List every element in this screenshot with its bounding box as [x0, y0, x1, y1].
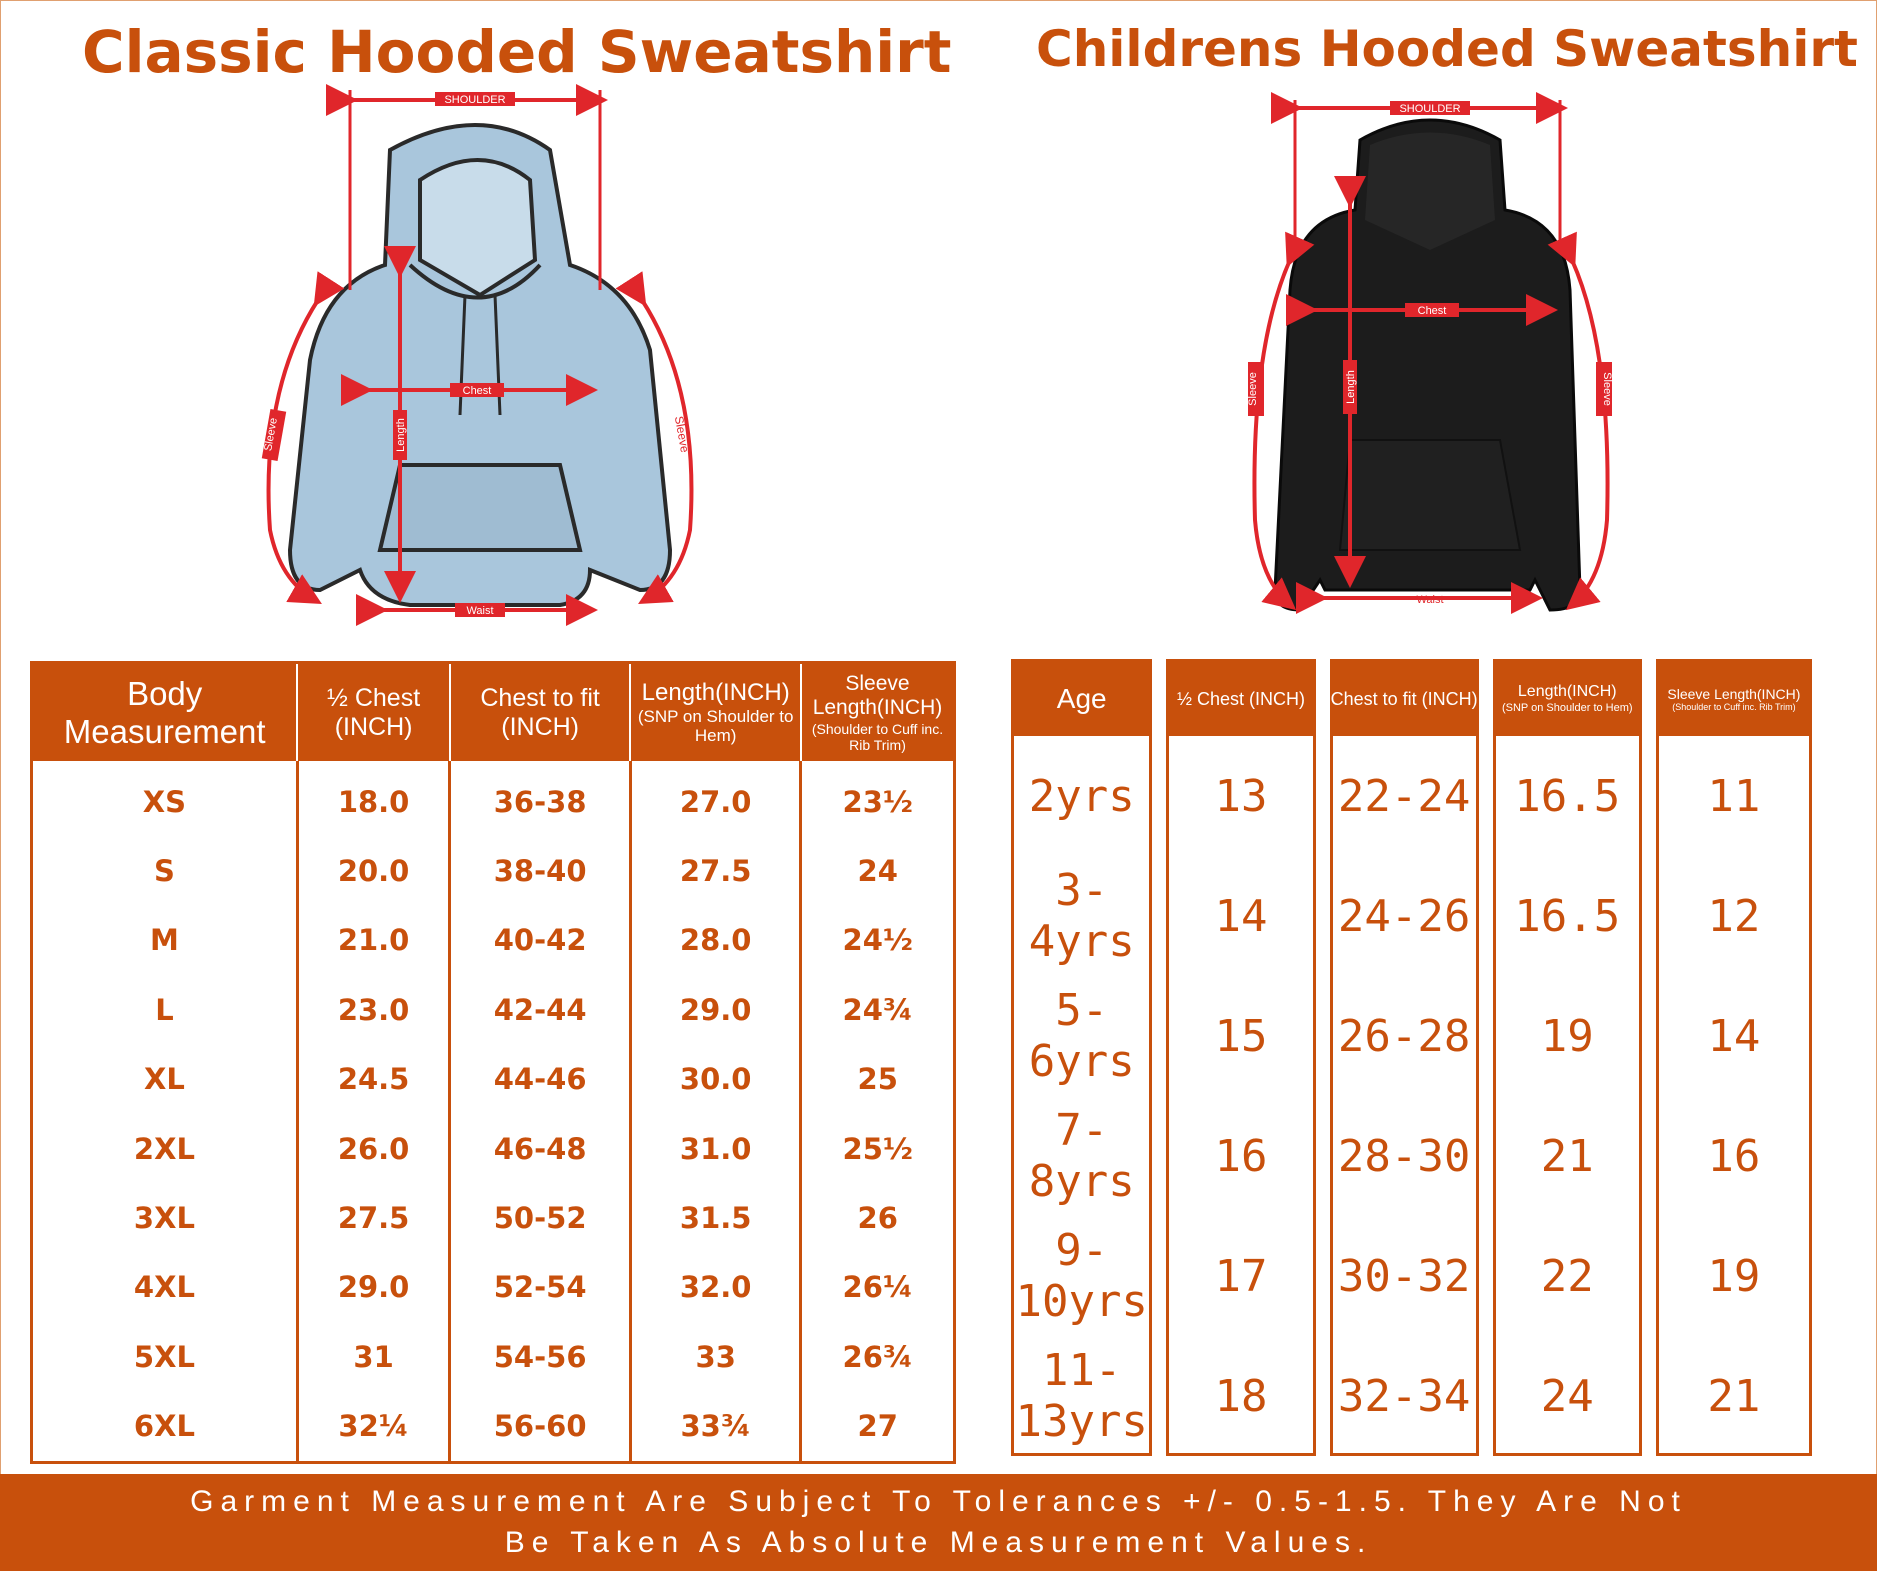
kids-cell-half-chest: 15: [1159, 976, 1322, 1096]
kids-sleeve-label-left: Sleeve: [1247, 372, 1259, 406]
table-row: [1011, 976, 1812, 1096]
adult-cell-half-chest: 27.5: [297, 1183, 449, 1252]
adult-cell-sleeve-length: 24¾: [801, 975, 955, 1044]
adult-cell-size: L: [155, 992, 174, 1027]
adult-header-length: Length(INCH) (SNP on Shoulder to Hem): [630, 663, 801, 762]
adult-cell-chest-to-fit: 50-52: [450, 1183, 631, 1252]
table-row: [1011, 736, 1812, 856]
kids-cell-length: 21: [1486, 1096, 1649, 1216]
kids-cell-size: 9-10yrs: [1011, 1216, 1159, 1336]
kids-size-table: [1011, 659, 1812, 1456]
kids-title: Childrens Hooded Sweatshirt: [1036, 20, 1858, 78]
table-row: [32, 1392, 955, 1463]
kids-shoulder-label: SHOULDER: [1399, 103, 1461, 115]
kids-length-label: Length: [1345, 370, 1357, 404]
kids-cell-sleeve-length: 16: [1649, 1096, 1812, 1216]
adult-cell-size: M: [150, 923, 179, 958]
table-row: [1011, 1336, 1812, 1456]
table-row: [32, 1114, 955, 1183]
kids-header-sleeve-length: Sleeve Length(INCH) (Shoulder to Cuff inc. Rib Trim): [1649, 661, 1812, 737]
adult-cell-sleeve-length: 26: [801, 1183, 955, 1252]
adult-size-table: [30, 661, 956, 1464]
adult-cell-chest-to-fit: 52-54: [450, 1253, 631, 1322]
kids-header-row: [1011, 661, 1812, 737]
table-row: [32, 761, 955, 836]
adult-cell-half-chest: 21.0: [297, 906, 449, 975]
adult-cell-length: 31.5: [630, 1183, 801, 1252]
adult-cell-size: 4XL: [133, 1270, 195, 1305]
kids-header-half-chest: ½ Chest (INCH): [1159, 661, 1322, 737]
kids-hoodie-diagram: [1247, 100, 1613, 630]
adult-cell-length: 28.0: [630, 906, 801, 975]
kids-chest-label: Chest: [1417, 305, 1447, 317]
table-row: [32, 1253, 955, 1322]
tolerance-footer: [0, 1474, 1877, 1571]
kids-cell-chest-to-fit: 28-30: [1323, 1096, 1486, 1216]
table-row: [1011, 1216, 1812, 1336]
adult-cell-length: 33: [630, 1322, 801, 1391]
adult-cell-half-chest: 29.0: [297, 1253, 449, 1322]
kids-header-length: Length(INCH) (SNP on Shoulder to Hem): [1486, 661, 1649, 737]
kids-cell-half-chest: 17: [1159, 1216, 1322, 1336]
kids-cell-half-chest: 13: [1159, 736, 1322, 856]
adult-header-row: [32, 663, 955, 762]
kids-cell-sleeve-length: 12: [1649, 856, 1812, 976]
adult-cell-sleeve-length: 25½: [801, 1114, 955, 1183]
kids-cell-size: 11-13yrs: [1011, 1336, 1159, 1456]
adult-header-half-chest: ½ Chest (INCH): [297, 663, 449, 762]
footer-line-2: Be Taken As Absolute Measurement Values.: [504, 1526, 1373, 1559]
kids-cell-chest-to-fit: 30-32: [1323, 1216, 1486, 1336]
adult-cell-size: 6XL: [133, 1409, 195, 1444]
kids-cell-length: 19: [1486, 976, 1649, 1096]
adult-cell-chest-to-fit: 54-56: [450, 1322, 631, 1391]
adult-length-label: Length: [395, 418, 407, 452]
kids-waist-label: Waist: [1416, 594, 1444, 606]
adult-cell-chest-to-fit: 44-46: [450, 1045, 631, 1114]
table-row: [32, 975, 955, 1044]
kids-cell-half-chest: 14: [1159, 856, 1322, 976]
adult-cell-length: 32.0: [630, 1253, 801, 1322]
kids-cell-chest-to-fit: 24-26: [1323, 856, 1486, 976]
adult-cell-chest-to-fit: 56-60: [450, 1392, 631, 1463]
adult-cell-size: S: [153, 854, 175, 889]
adult-cell-length: 30.0: [630, 1045, 801, 1114]
adult-cell-chest-to-fit: 42-44: [450, 975, 631, 1044]
adult-cell-half-chest: 18.0: [297, 761, 449, 836]
adult-cell-half-chest: 20.0: [297, 836, 449, 905]
kids-header-age: Age: [1011, 661, 1159, 737]
kids-cell-half-chest: 16: [1159, 1096, 1322, 1216]
kids-cell-size: 3-4yrs: [1011, 856, 1159, 976]
kids-cell-size: 7-8yrs: [1011, 1096, 1159, 1216]
kids-cell-chest-to-fit: 26-28: [1323, 976, 1486, 1096]
adult-cell-size: 3XL: [133, 1201, 195, 1236]
adult-cell-chest-to-fit: 40-42: [450, 906, 631, 975]
adult-cell-length: 33¾: [630, 1392, 801, 1463]
adult-waist-label: Waist: [466, 605, 494, 617]
kids-cell-sleeve-length: 19: [1649, 1216, 1812, 1336]
kids-cell-sleeve-length: 21: [1649, 1336, 1812, 1456]
adult-cell-half-chest: 24.5: [297, 1045, 449, 1114]
kids-cell-chest-to-fit: 22-24: [1323, 736, 1486, 856]
kids-cell-size: 2yrs: [1011, 736, 1159, 856]
adult-cell-length: 27.5: [630, 836, 801, 905]
adult-cell-sleeve-length: 23½: [801, 761, 955, 836]
adult-header-body-measurement: Body Measurement: [32, 663, 298, 762]
adult-cell-size: 2XL: [133, 1131, 195, 1166]
adult-header-chest-to-fit: Chest to fit (INCH): [450, 663, 631, 762]
table-row: [1011, 856, 1812, 976]
kids-cell-length: 22: [1486, 1216, 1649, 1336]
adult-cell-half-chest: 31: [297, 1322, 449, 1391]
adult-cell-length: 29.0: [630, 975, 801, 1044]
adult-header-sleeve-length: Sleeve Length(INCH) (Shoulder to Cuff inc. Rib Trim): [801, 663, 955, 762]
adult-cell-half-chest: 26.0: [297, 1114, 449, 1183]
kids-cell-length: 16.5: [1486, 736, 1649, 856]
adult-cell-size: XL: [144, 1062, 185, 1097]
kids-cell-chest-to-fit: 32-34: [1323, 1336, 1486, 1456]
adult-cell-size: 5XL: [133, 1339, 195, 1374]
adult-cell-chest-to-fit: 36-38: [450, 761, 631, 836]
adult-cell-half-chest: 23.0: [297, 975, 449, 1044]
table-row: [32, 1045, 955, 1114]
kids-cell-half-chest: 18: [1159, 1336, 1322, 1456]
adult-cell-sleeve-length: 25: [801, 1045, 955, 1114]
kids-cell-sleeve-length: 11: [1649, 736, 1812, 856]
adult-cell-sleeve-length: 27: [801, 1392, 955, 1463]
table-row: [1011, 1096, 1812, 1216]
adult-cell-sleeve-length: 24½: [801, 906, 955, 975]
adult-sleeve-label-left: Sleeve: [262, 416, 280, 453]
table-row: [32, 1322, 955, 1391]
adult-cell-length: 27.0: [630, 761, 801, 836]
adult-cell-length: 31.0: [630, 1114, 801, 1183]
kids-cell-length: 24: [1486, 1336, 1649, 1456]
adult-cell-size: XS: [142, 784, 187, 819]
kids-cell-length: 16.5: [1486, 856, 1649, 976]
kids-sleeve-label-right: Sleeve: [1601, 372, 1613, 406]
adult-cell-chest-to-fit: 38-40: [450, 836, 631, 905]
kids-cell-size: 5-6yrs: [1011, 976, 1159, 1096]
table-row: [32, 906, 955, 975]
adult-title: Classic Hooded Sweatshirt: [82, 18, 952, 86]
table-row: [32, 1183, 955, 1252]
table-row: [32, 836, 955, 905]
kids-cell-sleeve-length: 14: [1649, 976, 1812, 1096]
adult-hoodie-diagram: [262, 90, 693, 630]
footer-line-1: Garment Measurement Are Subject To Tolerances +/- 0.5-1.5. They Are Not: [190, 1485, 1687, 1518]
adult-cell-chest-to-fit: 46-48: [450, 1114, 631, 1183]
adult-cell-sleeve-length: 24: [801, 836, 955, 905]
adult-cell-sleeve-length: 26¾: [801, 1322, 955, 1391]
adult-cell-half-chest: 32¼: [297, 1392, 449, 1463]
adult-shoulder-label: SHOULDER: [444, 94, 506, 106]
adult-chest-label: Chest: [462, 385, 492, 397]
adult-cell-sleeve-length: 26¼: [801, 1253, 955, 1322]
adult-sleeve-label-right: Sleeve: [671, 415, 693, 454]
kids-header-chest-to-fit: Chest to fit (INCH): [1323, 661, 1486, 737]
